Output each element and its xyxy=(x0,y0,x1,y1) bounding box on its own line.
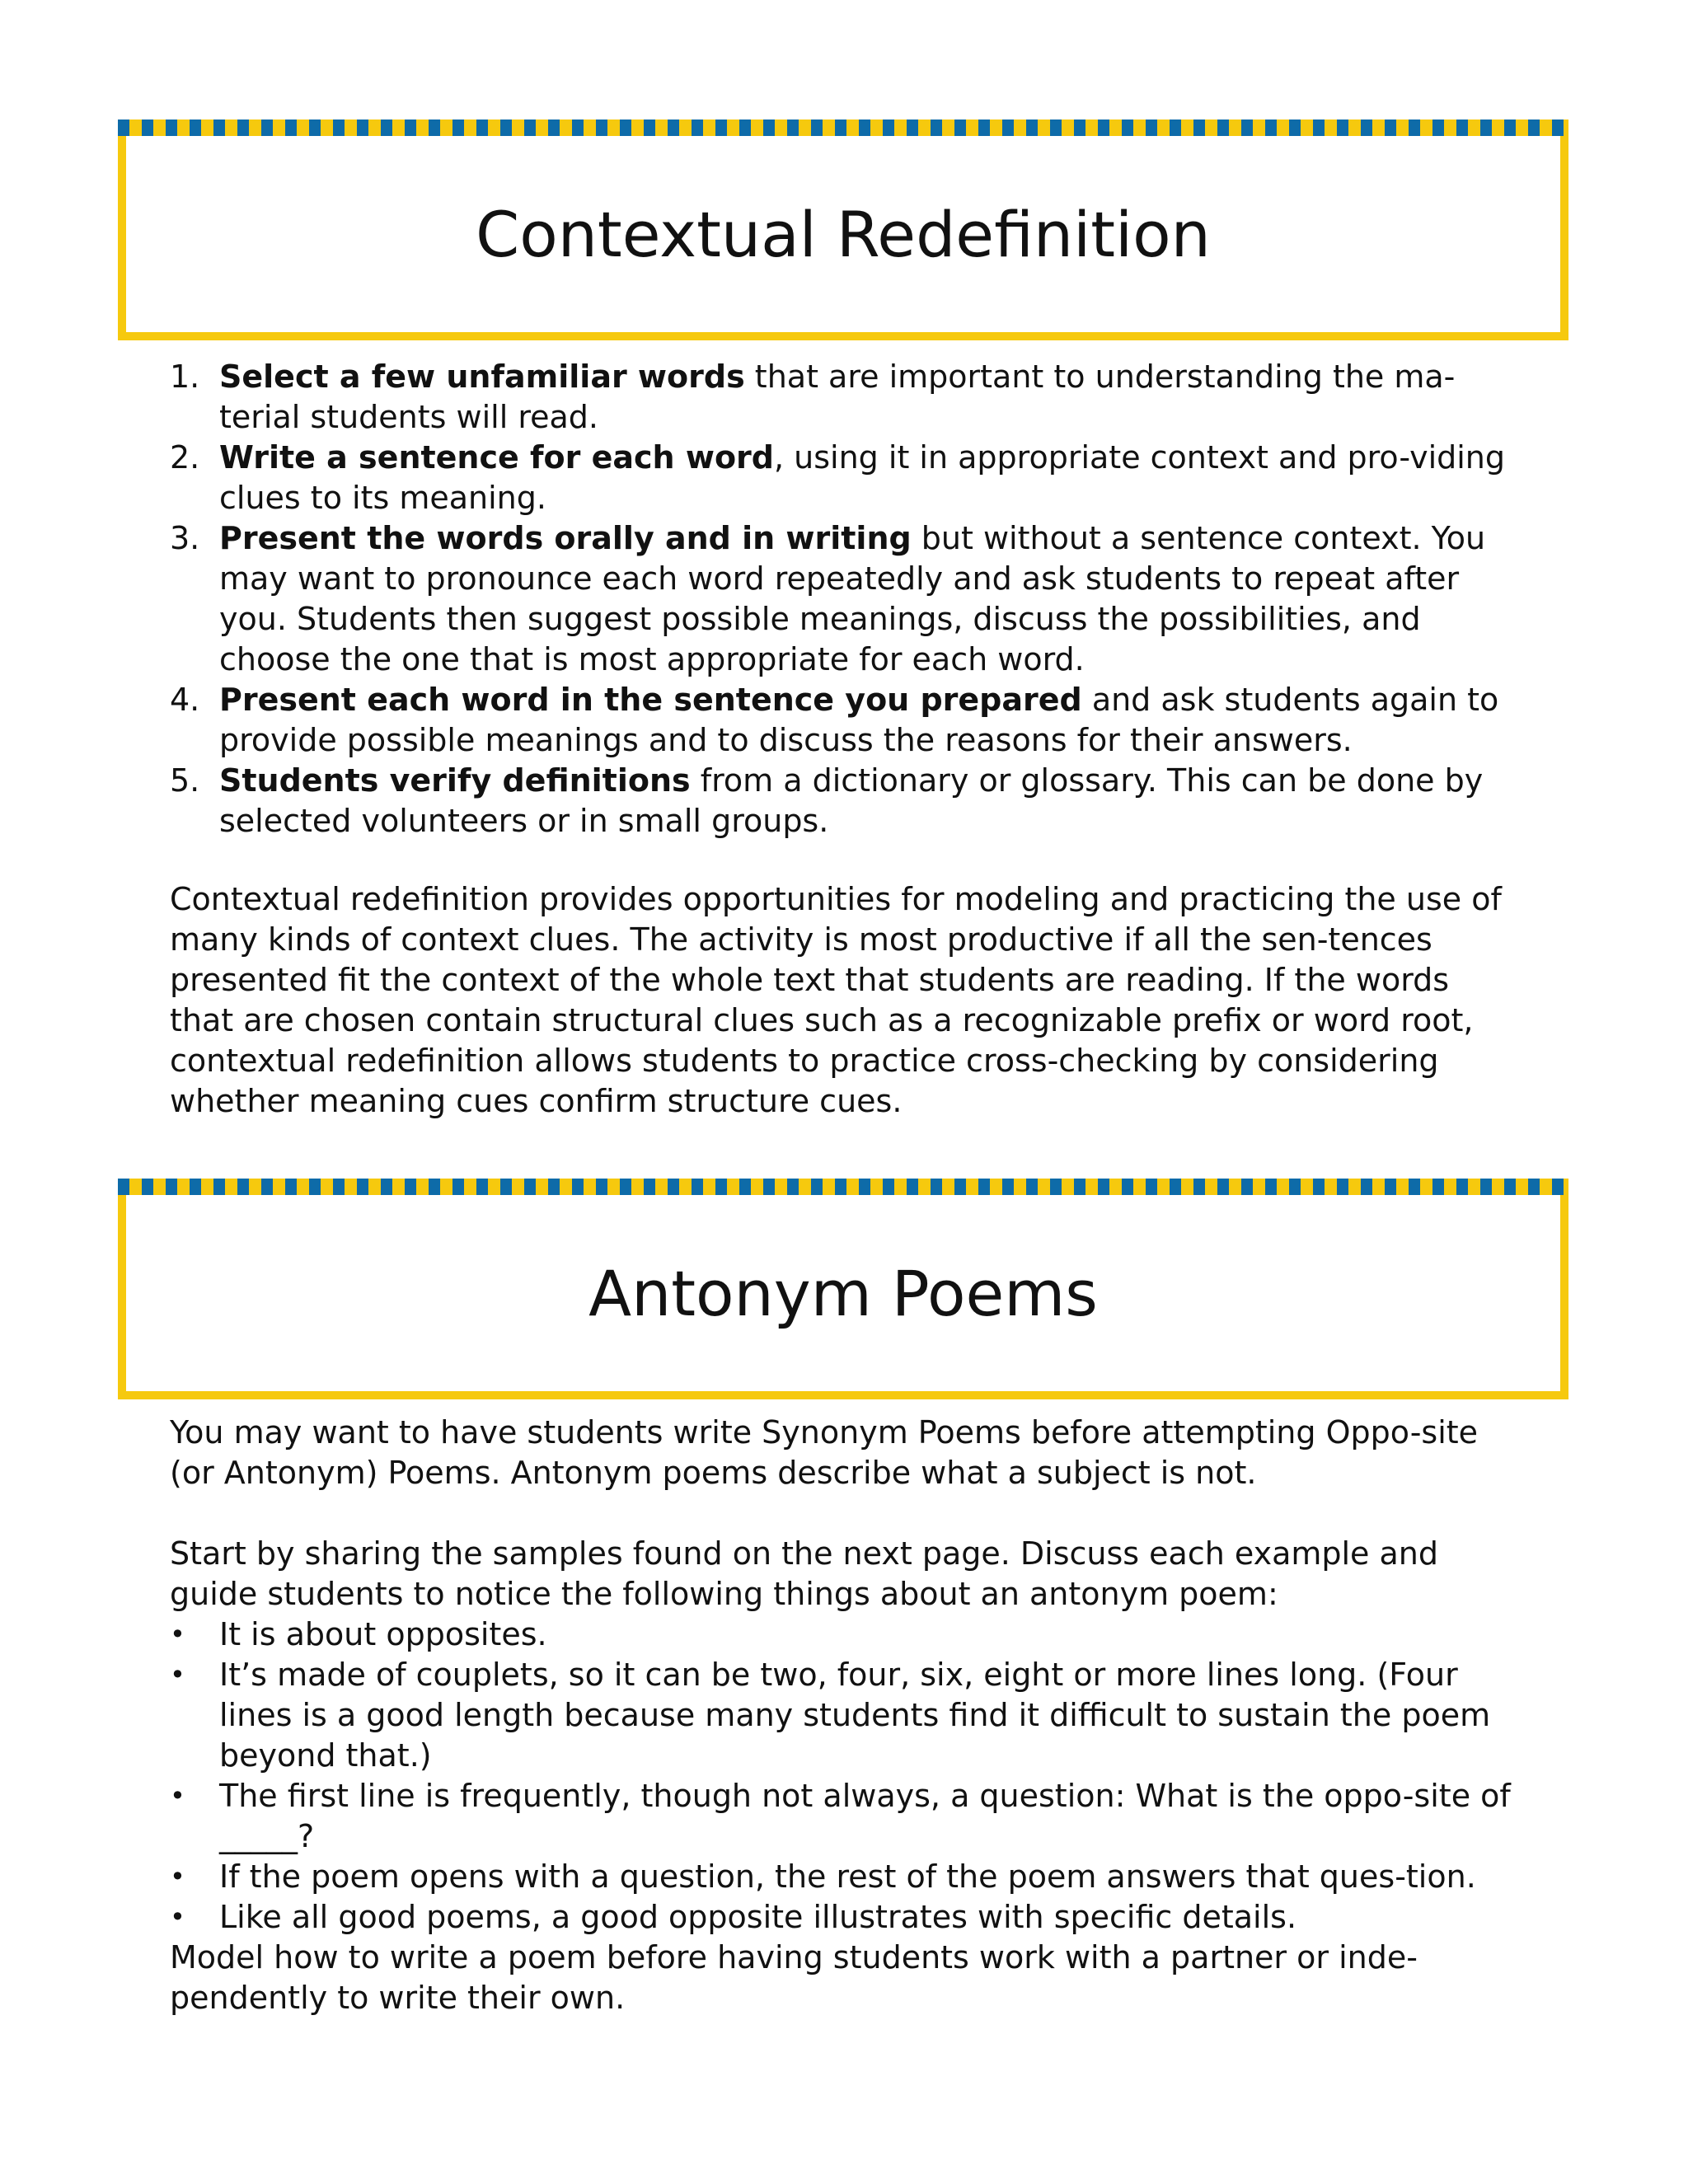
step-number: 3. xyxy=(170,520,200,556)
step-number: 4. xyxy=(170,682,200,718)
step-text: , using it in appropriate context and pro-viding clues to its meaning. xyxy=(219,439,1506,516)
guidance-block xyxy=(170,1534,1522,2018)
list-item xyxy=(170,518,1522,680)
list-item xyxy=(170,1615,1522,1655)
bullet-icon: • xyxy=(170,1780,185,1811)
list-item xyxy=(170,1857,1522,1897)
step-bold-text: Present each word in the sentence you prepared xyxy=(219,682,1082,718)
step-bold-text: Students verify definitions xyxy=(219,762,691,799)
step-text: that are important to understanding the ma-terial students will read. xyxy=(219,359,1456,435)
step-text: from a dictionary or glossary. This can be done by selected volunteers or in small groups. xyxy=(219,762,1484,839)
list-item xyxy=(170,438,1522,518)
section-title-box xyxy=(118,1179,1568,1399)
body-paragraph-container xyxy=(170,879,1522,1122)
list-item xyxy=(170,1776,1522,1857)
bullet-text: It is about opposites. xyxy=(219,1616,547,1652)
list-item xyxy=(170,1655,1522,1776)
bullet-text: If the poem opens with a question, the rest of the poem answers that ques-tion. xyxy=(219,1858,1476,1895)
bullet-text: Like all good poems, a good opposite illustrates with specific details. xyxy=(219,1899,1297,1935)
decorative-stripe xyxy=(118,1179,1568,1195)
bullet-text: The first line is frequently, though not always, a question: What is the oppo-site of _____? xyxy=(219,1778,1511,1854)
steps-list-container xyxy=(170,357,1522,841)
closing-paragraph: Model how to write a poem before having students work with a partner or inde-pendently to write their own. xyxy=(170,1939,1418,2016)
step-number: 1. xyxy=(170,359,200,395)
steps-list xyxy=(170,357,1522,841)
section-title: Contextual Redefinition xyxy=(476,198,1211,271)
step-text: and ask students again to provide possible meanings and to discuss the reasons for their answers. xyxy=(219,682,1499,758)
bullet-icon: • xyxy=(170,1861,185,1892)
bullet-text: It’s made of couplets, so it can be two, four, six, eight or more lines long. (Four lines is a good length because many students find it difficult to sustain the poem beyond that.) xyxy=(219,1657,1491,1774)
list-item xyxy=(170,1897,1522,1938)
lead-paragraph: Start by sharing the samples found on the next page. Discuss each example and guide students to notice the following things about an antonym poem: xyxy=(170,1535,1438,1612)
step-number: 2. xyxy=(170,439,200,476)
bullet-icon: • xyxy=(170,1619,185,1650)
section-title-box xyxy=(118,120,1568,340)
intro-paragraph: You may want to have students write Synonym Poems before attempting Oppo-site (or Antonym) Poems. Antonym poems describe what a subject is not. xyxy=(170,1414,1479,1491)
list-item xyxy=(170,761,1522,841)
list-item xyxy=(170,680,1522,761)
intro-paragraph-container xyxy=(170,1413,1522,1493)
step-text: but without a sentence context. You may want to pronounce each word repeatedly and ask students to repeat after you. Students then suggest possible meanings, discuss the possibilities, and choose the one that is most appropriate for each word. xyxy=(219,520,1486,677)
step-bold-text: Select a few unfamiliar words xyxy=(219,359,745,395)
body-paragraph: Contextual redefinition provides opportunities for modeling and practicing the use of many kinds of context clues. The activity is most productive if all the sen-tences presented fit the context of the whole text that students are reading. If the words that are chosen contain structural clues such as a recognizable prefix or word root, contextual redefinition allows students to practice cross-checking by considering whether meaning cues confirm structure cues. xyxy=(170,881,1502,1119)
decorative-stripe xyxy=(118,120,1568,136)
bullet-icon: • xyxy=(170,1901,185,1933)
step-number: 5. xyxy=(170,762,200,799)
section-title: Antonym Poems xyxy=(588,1257,1098,1330)
step-bold-text: Write a sentence for each word xyxy=(219,439,774,476)
step-bold-text: Present the words orally and in writing xyxy=(219,520,912,556)
bullet-icon: • xyxy=(170,1659,185,1690)
bullet-list xyxy=(170,1615,1522,1938)
list-item xyxy=(170,357,1522,438)
